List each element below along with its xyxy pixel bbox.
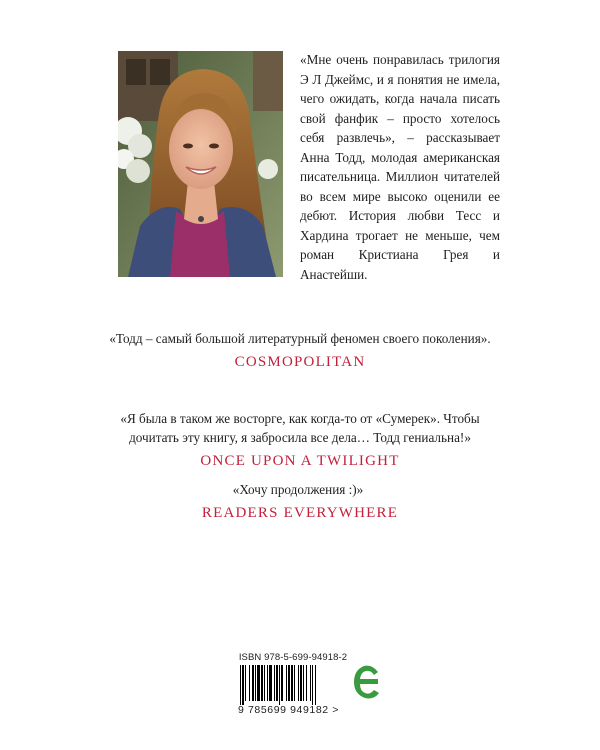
quote-source: ONCE UPON A TWILIGHT (200, 453, 400, 469)
quote-text: «Я была в таком же восторге, как когда-то от «Сумерек». Чтобы дочитать эту книгу, я забросила все дела… Тодд гениальна!» (120, 411, 480, 445)
quote-once-upon-a-twilight (100, 409, 500, 471)
quote-cosmopolitan (100, 329, 500, 372)
quote-readers-everywhere (100, 480, 500, 523)
quote-text: «Тодд – самый большой литературный феномен своего поколения». (109, 331, 491, 346)
author-portrait (118, 51, 283, 277)
quote-text: «Хочу продолжения :)» (232, 482, 364, 497)
barcode (238, 652, 348, 716)
barcode-bars-icon (238, 665, 348, 705)
author-photo (118, 51, 283, 277)
quote-source: COSMOPOLITAN (234, 354, 366, 370)
author-intro-text: «Мне очень понравилась трилогия Э Л Джеймс, и я понятия не имела, чего ожидать, когда начала писать свой фанфик – просто хотелось себя развлечь», – рассказывает Анна Тодд, молодая американская писательница. Миллион читателей во всем мире высоко оценили ее дебют. История любви Тесс и Хардина трогает не меньше, чем роман Кристиана Грея и Анастейши. (300, 52, 500, 282)
barcode-digits: 9 785699 949182 > (238, 704, 339, 716)
quote-source: READERS EVERYWHERE (201, 505, 399, 521)
eksmo-logo-icon (352, 662, 382, 702)
isbn-label: ISBN 978-5-699-94918-2 (238, 652, 348, 663)
